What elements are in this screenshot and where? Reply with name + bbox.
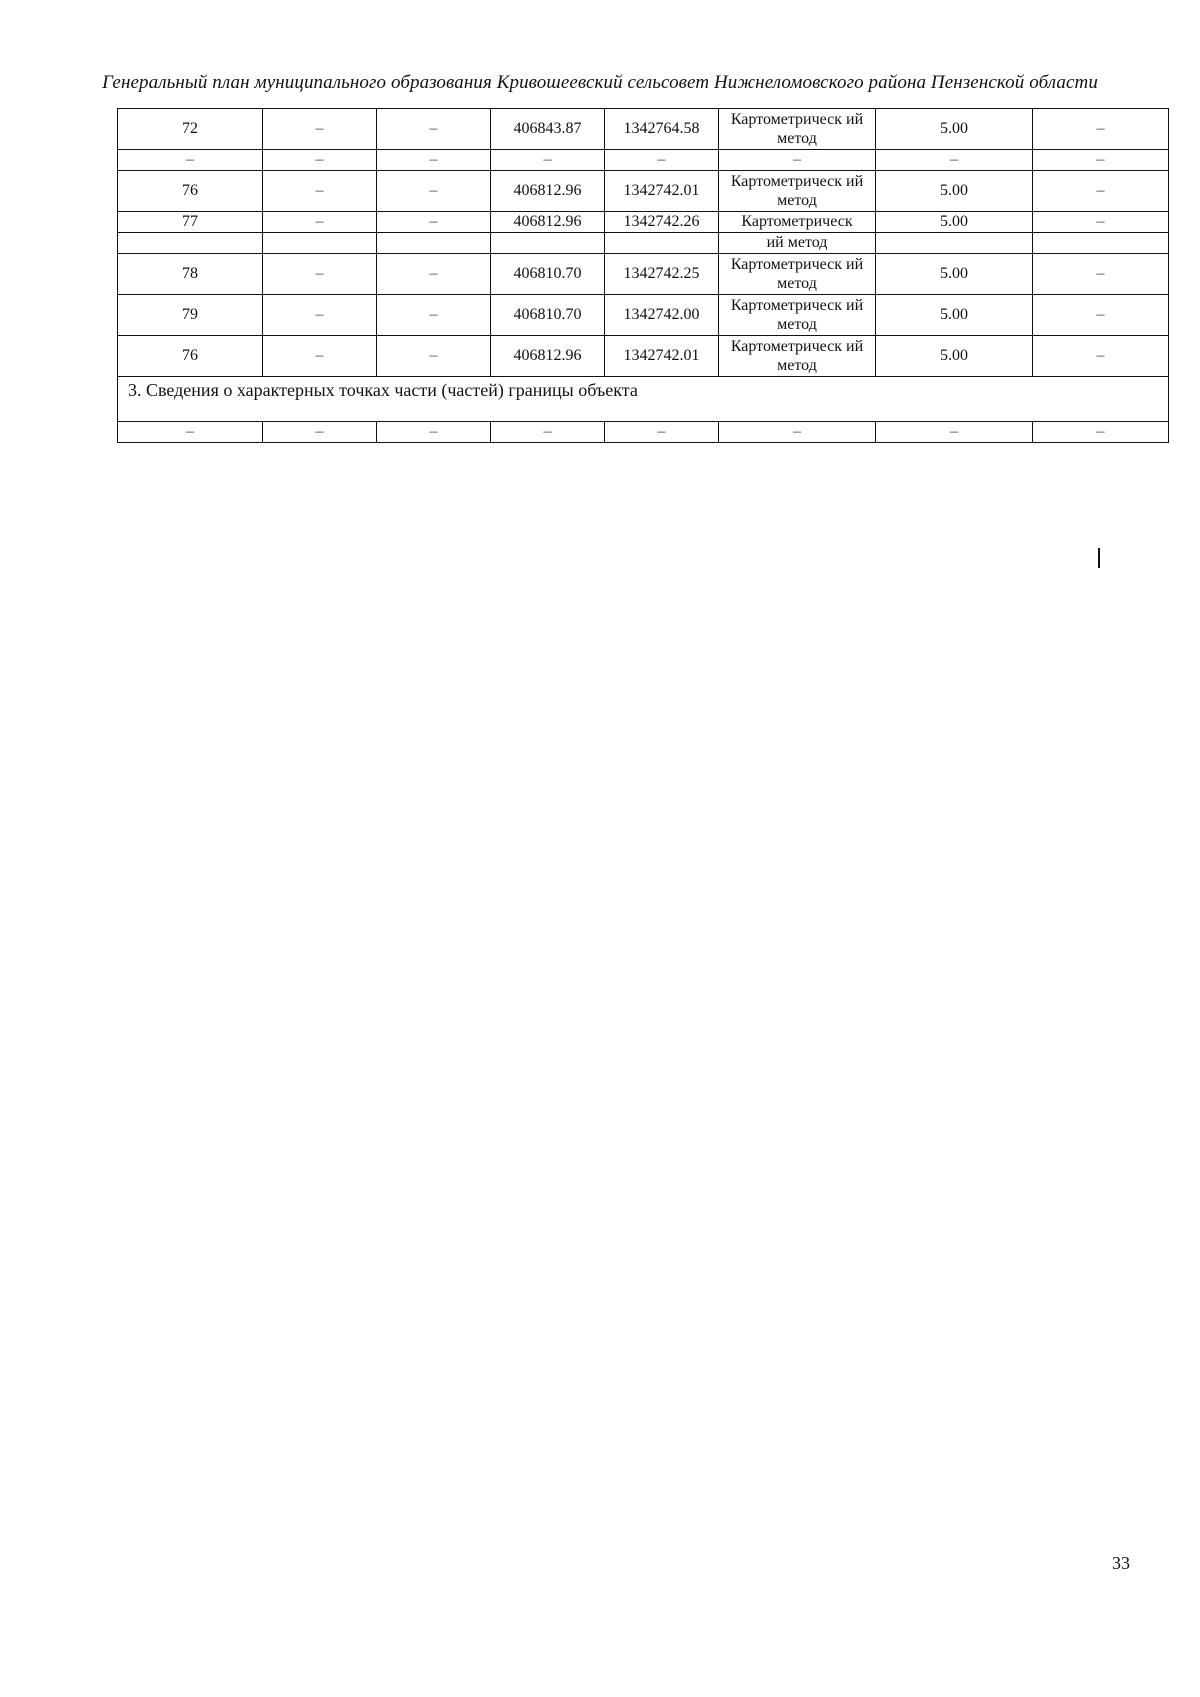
- table-cell: –: [377, 254, 491, 295]
- coord-x: 406812.96: [491, 336, 605, 377]
- table-cell: [1033, 233, 1169, 254]
- table-row: [118, 295, 1169, 336]
- coord-y: 1342764.58: [605, 109, 719, 150]
- table-cell: –: [263, 150, 377, 171]
- table-cell: [118, 233, 263, 254]
- method-cell: Картометрическ ий метод: [719, 254, 876, 295]
- table-cell: –: [263, 109, 377, 150]
- point-number: 77: [118, 212, 263, 233]
- table-row: [118, 212, 1169, 233]
- table-cell: [605, 233, 719, 254]
- table-row: [118, 336, 1169, 377]
- coord-y: 1342742.01: [605, 336, 719, 377]
- method-cell-part1: Картометрическ: [719, 212, 876, 233]
- page-number: 33: [1112, 1553, 1130, 1573]
- text-cursor: [1098, 548, 1100, 568]
- table-cell: –: [263, 336, 377, 377]
- table-cell: –: [605, 422, 719, 443]
- accuracy-cell: 5.00: [876, 212, 1033, 233]
- table-cell: –: [1033, 171, 1169, 212]
- coord-x: 406812.96: [491, 171, 605, 212]
- coord-x: 406812.96: [491, 212, 605, 233]
- point-number: 72: [118, 109, 263, 150]
- table-cell: –: [377, 336, 491, 377]
- table-cell: –: [118, 150, 263, 171]
- table-cell: –: [263, 171, 377, 212]
- method-cell: Картометрическ ий метод: [719, 109, 876, 150]
- table-cell: –: [1033, 254, 1169, 295]
- accuracy-cell: 5.00: [876, 254, 1033, 295]
- table-cell: –: [1033, 295, 1169, 336]
- table-cell: –: [1033, 109, 1169, 150]
- table-cell: –: [876, 150, 1033, 171]
- table-row-continuation: [118, 233, 1169, 254]
- section-3-heading: 3. Сведения о характерных точках части (частей) границы объекта: [118, 377, 1169, 422]
- method-cell: Картометрическ ий метод: [719, 171, 876, 212]
- point-number: 76: [118, 336, 263, 377]
- accuracy-cell: 5.00: [876, 171, 1033, 212]
- coord-y: 1342742.01: [605, 171, 719, 212]
- table-cell: –: [263, 295, 377, 336]
- accuracy-cell: 5.00: [876, 295, 1033, 336]
- table-cell: –: [605, 150, 719, 171]
- table-cell: –: [491, 422, 605, 443]
- document-header: Генеральный план муниципального образования Кривошеевский сельсовет Нижнеломовского района Пензенской области: [102, 72, 1098, 93]
- table-cell: –: [1033, 336, 1169, 377]
- table-cell: –: [1033, 150, 1169, 171]
- table-cell: –: [377, 171, 491, 212]
- table-cell: –: [263, 254, 377, 295]
- table-cell: –: [263, 422, 377, 443]
- table-cell: –: [377, 295, 491, 336]
- table-cell: –: [118, 422, 263, 443]
- table-row: [118, 254, 1169, 295]
- point-number: 76: [118, 171, 263, 212]
- table-cell: –: [719, 422, 876, 443]
- coord-x: 406843.87: [491, 109, 605, 150]
- table-cell: –: [377, 109, 491, 150]
- table-cell: [876, 233, 1033, 254]
- table-cell: [377, 233, 491, 254]
- table-cell: –: [377, 422, 491, 443]
- table-row: [118, 150, 1169, 171]
- point-number: 79: [118, 295, 263, 336]
- accuracy-cell: 5.00: [876, 109, 1033, 150]
- coord-x: 406810.70: [491, 295, 605, 336]
- method-cell: Картометрическ ий метод: [719, 295, 876, 336]
- table-cell: [491, 233, 605, 254]
- table-cell: –: [377, 212, 491, 233]
- boundary-points-table: [117, 108, 1169, 443]
- table-cell: –: [263, 212, 377, 233]
- table-cell: –: [491, 150, 605, 171]
- table-cell: –: [1033, 212, 1169, 233]
- coord-x: 406810.70: [491, 254, 605, 295]
- table-cell: –: [719, 150, 876, 171]
- table-cell: –: [377, 150, 491, 171]
- table-cell: –: [876, 422, 1033, 443]
- method-cell: Картометрическ ий метод: [719, 336, 876, 377]
- coord-y: 1342742.26: [605, 212, 719, 233]
- table-cell: –: [1033, 422, 1169, 443]
- method-cell-part2: ий метод: [719, 233, 876, 254]
- point-number: 78: [118, 254, 263, 295]
- accuracy-cell: 5.00: [876, 336, 1033, 377]
- coord-y: 1342742.25: [605, 254, 719, 295]
- table-row: [118, 109, 1169, 150]
- table-cell: [263, 233, 377, 254]
- table-row: [118, 422, 1169, 443]
- section-heading-row: [118, 377, 1169, 422]
- table-row: [118, 171, 1169, 212]
- coord-y: 1342742.00: [605, 295, 719, 336]
